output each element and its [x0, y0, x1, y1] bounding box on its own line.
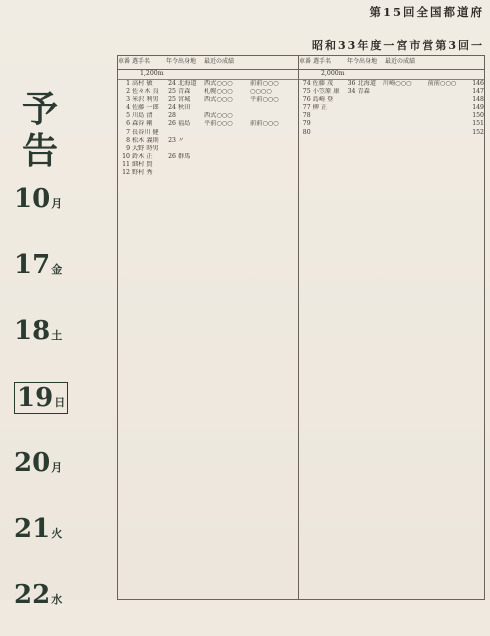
entry-number: 12 — [122, 169, 130, 177]
entry-number: 8 — [126, 136, 130, 144]
rider-age — [166, 169, 178, 177]
rider-origin: 宮城 — [178, 96, 191, 104]
rider-age: 36 — [347, 80, 356, 87]
schedule-label: 予告 — [22, 88, 59, 172]
recent-results-2 — [250, 104, 294, 112]
recent-results — [383, 129, 428, 137]
header-age: 年令 — [347, 58, 360, 66]
rider-age — [166, 161, 178, 169]
entry-table — [117, 55, 485, 600]
rider-age: 25 — [168, 96, 176, 104]
rider-origin: 群馬 — [178, 152, 191, 160]
rider-origin: 青森 — [357, 88, 370, 96]
table-row — [118, 153, 298, 161]
table-row — [118, 96, 298, 104]
rider-name — [313, 112, 346, 120]
recent-results-2 — [428, 120, 471, 128]
recent-results-2: 前前○○○ — [250, 80, 279, 87]
rider-age — [346, 104, 358, 112]
recent-results — [204, 145, 250, 153]
rider-origin — [178, 112, 204, 120]
rider-origin: 秋田 — [178, 104, 191, 112]
day-number: 22 — [14, 580, 51, 610]
rider-origin — [358, 104, 383, 112]
recent-results: 札幌○○○ — [204, 88, 233, 96]
header-no: 車番 — [118, 58, 131, 66]
rider-name: 島崎 登 — [312, 96, 334, 104]
table-row — [118, 104, 298, 112]
rider-origin: 青森 — [178, 88, 191, 96]
table-row — [118, 145, 298, 153]
rider-age: 24 — [168, 104, 176, 112]
recent-results-2: ○○○○ — [250, 88, 272, 96]
day-weekday: 日 — [54, 396, 66, 409]
entry-number: 7 — [126, 128, 130, 136]
recent-results-2 — [250, 153, 294, 161]
day-number: 18 — [14, 316, 51, 346]
recent-results — [383, 96, 428, 104]
row-code: 150 — [472, 112, 484, 120]
entry-number: 9 — [126, 144, 130, 152]
rider-age — [346, 129, 358, 137]
rider-name: 高村 敏 — [132, 80, 153, 87]
recent-results — [383, 112, 428, 120]
header-results: 最近の成績 — [204, 58, 235, 66]
page-title: 第15回全国都道府 — [369, 5, 484, 19]
rider-origin — [178, 129, 204, 137]
entry-number: 5 — [126, 112, 130, 120]
header-results: 最近の成績 — [385, 58, 416, 66]
schedule-day — [14, 316, 84, 372]
day-weekday: 土 — [51, 329, 63, 342]
entry-number: 79 — [302, 120, 311, 128]
rider-origin: 福島 — [178, 120, 191, 128]
rider-origin — [178, 161, 204, 169]
rider-name: 松木 義則 — [132, 136, 159, 144]
rider-age: 24 — [168, 80, 176, 87]
schedule-day — [14, 448, 84, 504]
rider-name: 小笠原 康 — [312, 88, 340, 96]
day-weekday: 金 — [51, 263, 63, 276]
entry-number: 1 — [126, 80, 130, 87]
table-row — [118, 161, 298, 169]
table-row — [118, 120, 298, 128]
table-row — [299, 104, 484, 112]
rider-name: 長谷川 健 — [132, 128, 159, 136]
rider-age: 25 — [168, 88, 176, 96]
distance-label: 1,200m — [118, 70, 298, 80]
schedule-day — [14, 382, 84, 438]
entry-number: 3 — [126, 96, 130, 104]
recent-results — [204, 104, 250, 112]
day-weekday: 水 — [51, 593, 63, 606]
table-row — [299, 112, 484, 120]
entry-number: 2 — [126, 88, 130, 96]
recent-results-2 — [250, 129, 294, 137]
rider-name: 大野 時男 — [132, 144, 159, 152]
recent-results-2: 平前○○○ — [250, 96, 279, 104]
recent-results-2 — [428, 88, 471, 96]
schedule-panel — [14, 88, 84, 636]
recent-results-2 — [250, 112, 294, 120]
recent-results-2 — [250, 161, 294, 169]
row-code: 146 — [472, 80, 484, 87]
entry-column-left — [118, 56, 299, 599]
schedule-day — [14, 580, 84, 636]
entry-number: 11 — [122, 160, 130, 168]
day-weekday: 火 — [51, 527, 63, 540]
rider-origin: 北海道 — [357, 80, 377, 87]
entry-number: 6 — [126, 120, 130, 128]
entry-number: 78 — [302, 112, 311, 120]
rider-name — [313, 129, 346, 137]
recent-results — [204, 153, 250, 161]
rider-origin: 北海道 — [178, 80, 197, 87]
rider-name: 川島 清 — [132, 112, 153, 120]
day-number: 10 — [14, 184, 51, 214]
header-place: 出身地 — [359, 58, 378, 66]
rider-name: 野村 秀 — [132, 169, 153, 177]
row-code: 148 — [472, 96, 484, 104]
row-code: 151 — [472, 120, 484, 128]
table-row — [118, 129, 298, 137]
rider-name — [313, 120, 346, 128]
day-weekday: 月 — [51, 461, 63, 474]
table-row — [118, 112, 298, 120]
header-age: 年令 — [166, 58, 179, 66]
rider-name: 佐々木 良 — [132, 88, 159, 96]
table-header — [299, 56, 484, 70]
header-name: 選手名 — [313, 58, 332, 66]
recent-results-2: 前前○○○ — [427, 80, 457, 87]
rider-name: 鈴木 正 — [132, 152, 153, 160]
rider-age: 34 — [347, 88, 356, 96]
rider-name: 柳 正 — [312, 104, 328, 112]
entry-number: 74 — [302, 80, 311, 87]
rider-age — [166, 145, 178, 153]
day-number: 19日 — [14, 382, 68, 414]
recent-results — [383, 104, 428, 112]
entry-number: 77 — [302, 104, 311, 112]
entry-number: 10 — [122, 152, 130, 160]
rider-age — [166, 129, 178, 137]
entry-column-right — [299, 56, 484, 599]
recent-results: 川崎○○○ — [382, 80, 412, 87]
rider-age: 23 — [168, 136, 176, 144]
entry-number: 76 — [302, 96, 311, 104]
row-code: 149 — [472, 104, 484, 112]
recent-results: 西式○○○ — [204, 96, 233, 104]
table-row — [118, 88, 298, 96]
row-code: 147 — [472, 88, 484, 96]
recent-results — [383, 120, 428, 128]
recent-results — [204, 129, 250, 137]
recent-results-2: 前前○○○ — [250, 120, 279, 128]
rider-age — [346, 96, 358, 104]
table-header — [118, 56, 298, 70]
table-row — [118, 169, 298, 177]
table-row — [118, 137, 298, 145]
entry-number: 80 — [302, 128, 311, 136]
table-row — [299, 88, 484, 96]
rider-name: 佐藤 一郎 — [132, 104, 159, 112]
day-number: 17 — [14, 250, 51, 280]
table-row — [299, 120, 484, 128]
recent-results — [204, 169, 250, 177]
day-number: 21 — [14, 514, 51, 544]
rider-age — [346, 112, 358, 120]
rider-name: 森谷 剛 — [132, 120, 153, 128]
recent-results: 平前○○○ — [204, 120, 233, 128]
recent-results-2 — [428, 129, 471, 137]
table-row — [299, 96, 484, 104]
rider-name: 細村 賢 — [132, 160, 153, 168]
recent-results-2 — [250, 137, 294, 145]
recent-results: 西式○○○ — [204, 80, 233, 87]
recent-results-2 — [428, 112, 471, 120]
row-code: 152 — [472, 128, 484, 136]
schedule-day — [14, 250, 84, 306]
recent-results: 西式○○○ — [204, 112, 233, 120]
rider-origin — [178, 145, 204, 153]
rider-age: 26 — [168, 120, 176, 128]
page-subtitle: 昭和33年度一宮市営第3回一 — [312, 39, 484, 52]
table-row — [118, 80, 298, 88]
recent-results-2 — [428, 96, 471, 104]
header-no: 車番 — [299, 58, 312, 66]
entry-number: 75 — [302, 88, 311, 96]
day-weekday: 月 — [51, 197, 63, 210]
entry-number: 4 — [126, 104, 130, 112]
header-place: 出身地 — [178, 58, 197, 66]
rider-name: 米沢 利男 — [132, 96, 159, 104]
recent-results-2 — [250, 145, 294, 153]
recent-results — [204, 137, 250, 145]
rider-origin — [358, 120, 383, 128]
rider-age: 28 — [168, 112, 176, 120]
rider-age: 26 — [168, 152, 176, 160]
header-name: 選手名 — [132, 58, 151, 66]
recent-results-2 — [428, 104, 471, 112]
rider-origin — [358, 96, 383, 104]
rider-age — [346, 120, 358, 128]
day-number: 20 — [14, 448, 51, 478]
table-row — [299, 80, 484, 88]
recent-results — [383, 88, 428, 96]
table-row — [299, 129, 484, 137]
schedule-day — [14, 184, 84, 240]
rider-origin — [178, 169, 204, 177]
rider-origin: 〃 — [178, 136, 185, 144]
recent-results-2 — [250, 169, 294, 177]
rider-origin — [358, 129, 383, 137]
distance-label: 2,000m — [299, 70, 484, 80]
recent-results — [204, 161, 250, 169]
rider-name: 佐藤 茂 — [312, 80, 334, 87]
rider-origin — [358, 112, 383, 120]
schedule-day — [14, 514, 84, 570]
